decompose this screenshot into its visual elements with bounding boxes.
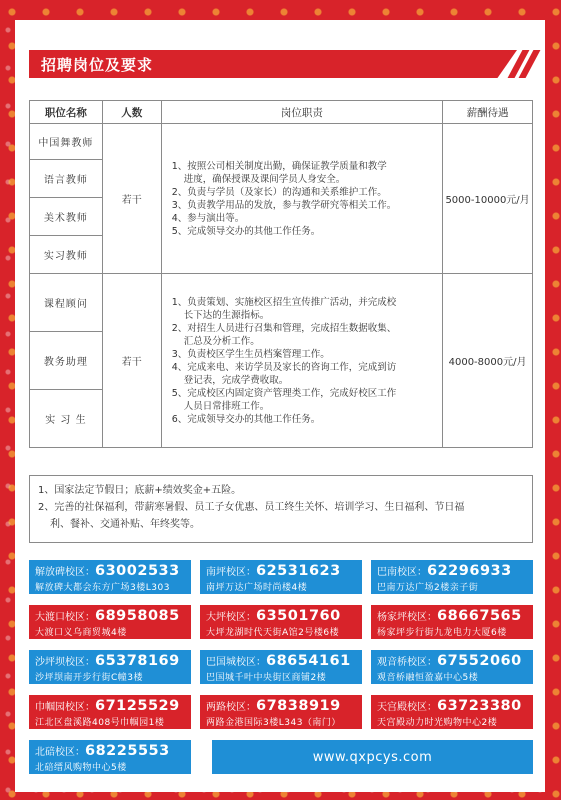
campus-card xyxy=(29,740,191,774)
campus-label: 两路校区： xyxy=(206,702,256,713)
campus-card xyxy=(200,560,362,594)
campus-phone[interactable]: 62531623 xyxy=(256,563,341,579)
campus-phone[interactable]: 68958085 xyxy=(95,608,180,624)
duty-line: 1、按照公司相关制度出勤，确保证教学质量和教学 xyxy=(171,160,387,172)
benefits-notes xyxy=(29,475,533,543)
campus-label: 天宫殿校区： xyxy=(377,702,437,713)
campus-phone[interactable]: 63723380 xyxy=(437,698,522,714)
header-count: 人数 xyxy=(102,101,161,124)
campus-card xyxy=(29,560,191,594)
campus-card xyxy=(371,695,533,729)
job-duties xyxy=(161,124,442,274)
section-title: 招聘岗位及要求 xyxy=(41,56,154,74)
content-sheet xyxy=(15,20,545,792)
campus-label: 杨家坪校区： xyxy=(377,612,437,623)
campus-phone[interactable]: 65378169 xyxy=(95,653,180,669)
campus-card xyxy=(371,650,533,684)
campus-address: 江北区盘溪路408号巾帼园1楼 xyxy=(35,718,165,728)
duty-line: 3、负责教学用品的发放，参与教学研究等相关工作。 xyxy=(171,199,397,211)
duty-line: 4、参与演出等。 xyxy=(171,212,245,224)
duty-line: 2、负责与学员（及家长）的沟通和关系维护工作。 xyxy=(171,186,387,198)
campus-card xyxy=(200,605,362,639)
campus-card xyxy=(200,695,362,729)
duty-line: 汇总及分析工作。 xyxy=(183,335,260,347)
headcount: 若干 xyxy=(102,124,161,274)
campus-label: 解放碑校区： xyxy=(35,567,95,578)
campus-card xyxy=(371,605,533,639)
position-name: 实 习 生 xyxy=(30,390,103,448)
campus-phone[interactable]: 68225553 xyxy=(85,743,170,759)
campus-address: 巴南万达广场2楼亲子街 xyxy=(377,583,479,593)
duty-line: 3、负责校区学生生员档案管理工作。 xyxy=(171,348,330,360)
campus-card xyxy=(29,650,191,684)
campus-address: 南坪万达广场时尚楼4楼 xyxy=(206,583,308,593)
campus-label: 巴国城校区： xyxy=(206,657,266,668)
campus-phone[interactable]: 68667565 xyxy=(437,608,522,624)
duty-line: 5、完成领导交办的其他工作任务。 xyxy=(171,225,321,237)
campus-label: 大坪校区： xyxy=(206,612,256,623)
campus-address: 杨家坪步行街九龙电力大厦6楼 xyxy=(377,628,507,638)
campus-phone[interactable]: 67125529 xyxy=(95,698,180,714)
table-header-row xyxy=(30,101,533,124)
campus-label: 北碚校区： xyxy=(35,747,85,758)
note-line: 2、完善的社保福利，带薪寒暑假、员工子女优惠、员工终生关怀、培训学习、生日福利、节日福 xyxy=(38,502,465,513)
job-duties xyxy=(161,274,442,448)
salary: 5000-10000元/月 xyxy=(443,124,533,274)
duty-line: 2、对招生人员进行召集和管理，完成招生数据收集、 xyxy=(171,322,397,334)
headcount: 若干 xyxy=(102,274,161,448)
position-name: 教务助理 xyxy=(30,332,103,390)
position-name: 课程顾问 xyxy=(30,274,103,332)
campus-label: 大渡口校区： xyxy=(35,612,95,623)
job-table xyxy=(29,100,533,448)
duty-line: 长下达的生源指标。 xyxy=(183,309,270,321)
campus-phone[interactable]: 67552060 xyxy=(437,653,522,669)
campus-address: 大渡口义乌商贸城4楼 xyxy=(35,628,127,638)
campus-address: 解放碑大都会东方广场3楼L303 xyxy=(35,583,170,593)
campus-address: 天宫殿动力时光购物中心2楼 xyxy=(377,718,498,728)
duty-line: 5、完成校区内固定资产管理类工作，完成好校区工作 xyxy=(171,387,397,399)
header-position: 职位名称 xyxy=(30,101,103,124)
campus-label: 巴南校区： xyxy=(377,567,427,578)
campus-address: 观音桥融恒盈嘉中心5楼 xyxy=(377,673,479,683)
campus-card xyxy=(200,650,362,684)
campus-label: 南坪校区： xyxy=(206,567,256,578)
duty-line: 登记表，完成学费收取。 xyxy=(183,374,289,386)
campus-phone[interactable]: 63501760 xyxy=(256,608,341,624)
campus-label: 沙坪坝校区： xyxy=(35,657,95,668)
header-pay: 薪酬待遇 xyxy=(443,101,533,124)
campus-address: 两路金港国际3楼L343（南门） xyxy=(206,718,341,728)
note-line: 利、餐补、交通补贴、年终奖等。 xyxy=(50,519,200,530)
table-row xyxy=(30,274,533,332)
campus-phone[interactable]: 68654161 xyxy=(266,653,351,669)
duty-line: 1、负责策划、实施校区招生宣传推广活动，并完成校 xyxy=(171,296,397,308)
campus-card xyxy=(29,605,191,639)
duty-line: 人员日常排班工作。 xyxy=(183,400,270,412)
campus-phone[interactable]: 67838919 xyxy=(256,698,341,714)
duty-line: 进度，确保授课及课间学员人身安全。 xyxy=(183,173,346,185)
campus-phone[interactable]: 63002533 xyxy=(95,563,180,579)
campus-label: 观音桥校区： xyxy=(377,657,437,668)
note-line: 1、国家法定节假日；底薪+绩效奖金+五险。 xyxy=(38,485,242,496)
campus-label: 巾帼园校区： xyxy=(35,702,95,713)
header-duties: 岗位职责 xyxy=(161,101,442,124)
campus-card xyxy=(371,560,533,594)
duty-line: 4、完成来电、来访学员及家长的咨询工作，完成到访 xyxy=(171,361,397,373)
position-name: 美术教师 xyxy=(30,198,103,236)
position-name: 中国舞教师 xyxy=(30,124,103,160)
campus-address: 沙坪坝南开步行街C幢3楼 xyxy=(35,673,144,683)
table-row xyxy=(30,124,533,160)
salary: 4000-8000元/月 xyxy=(443,274,533,448)
campus-address: 大坪龙湖时代天街A馆2号楼6楼 xyxy=(206,628,340,638)
campus-address: 北碚缙风购物中心5楼 xyxy=(35,763,127,773)
duty-line: 6、完成领导交办的其他工作任务。 xyxy=(171,413,321,425)
position-name: 语言教师 xyxy=(30,160,103,198)
campus-address: 巴国城千叶中央街区商铺2楼 xyxy=(206,673,327,683)
campus-card xyxy=(29,695,191,729)
position-name: 实习教师 xyxy=(30,236,103,274)
website-link[interactable]: www.qxpcys.com xyxy=(212,740,533,774)
campus-phone[interactable]: 62296933 xyxy=(427,563,512,579)
